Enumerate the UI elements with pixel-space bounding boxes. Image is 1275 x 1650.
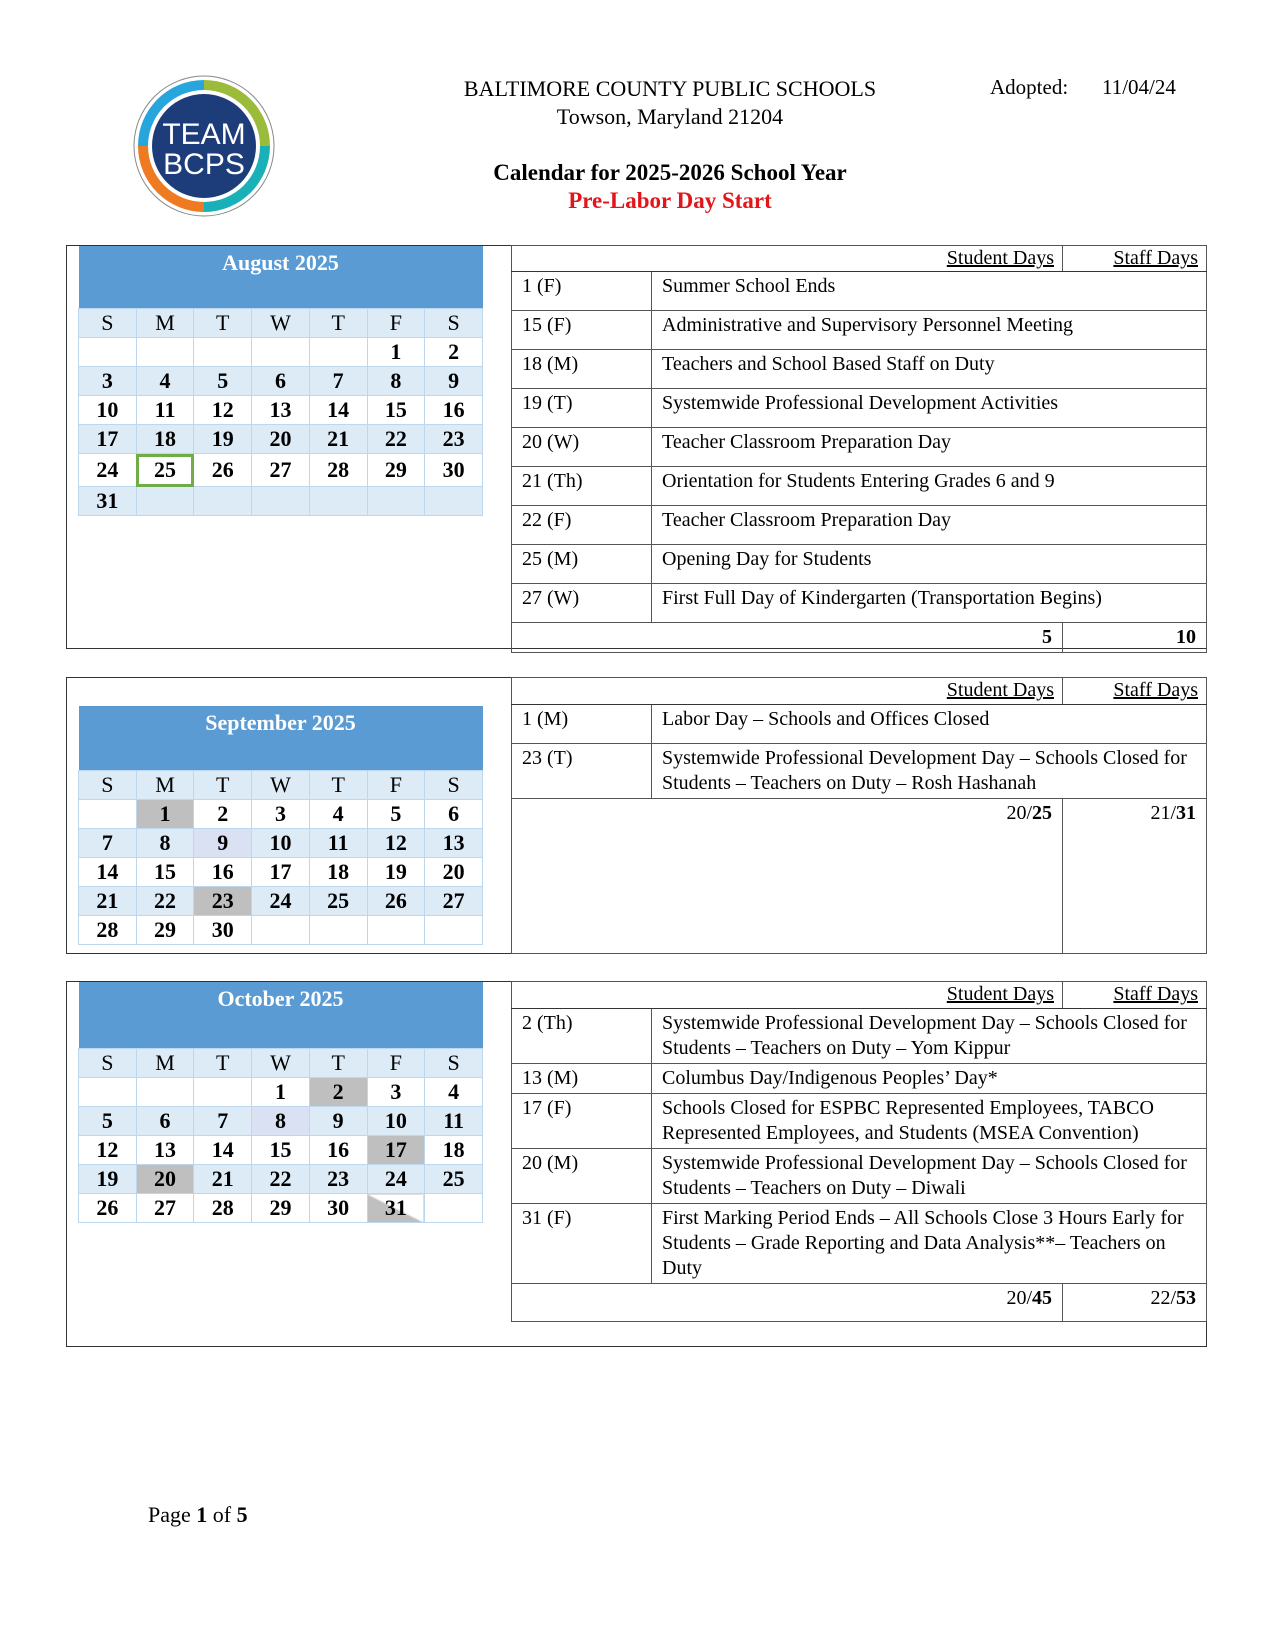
day-header: T — [309, 309, 367, 338]
event-date: 2 (Th) — [512, 1009, 652, 1064]
calendar-day — [136, 487, 194, 516]
event-date: 21 (Th) — [512, 467, 652, 506]
calendar-day: 19 — [367, 858, 425, 887]
organization-name: BALTIMORE COUNTY PUBLIC SCHOOLS — [463, 76, 877, 101]
event-text: Teacher Classroom Preparation Day — [652, 428, 1207, 467]
month-section-october — [66, 981, 1207, 1347]
event-date: 19 (T) — [512, 389, 652, 428]
month-section-september — [66, 677, 1207, 954]
month-section-august — [66, 245, 1207, 649]
calendar-day: 26 — [367, 887, 425, 916]
calendar-day: 9 — [309, 1107, 367, 1136]
event-date: 13 (M) — [512, 1064, 652, 1094]
calendar-day — [79, 800, 137, 829]
calendar-day — [367, 916, 425, 945]
event-text: Systemwide Professional Development Activities — [652, 389, 1207, 428]
calendar-day: 18 — [309, 858, 367, 887]
day-header: S — [79, 1049, 137, 1078]
mini-calendar-september — [78, 706, 483, 945]
event-date: 20 (W) — [512, 428, 652, 467]
calendar-day: 23 — [309, 1165, 367, 1194]
team-bcps-logo — [133, 74, 275, 218]
calendar-day: 19 — [79, 1165, 137, 1194]
calendar-day: 30 — [425, 454, 483, 487]
calendar-day: 6 — [136, 1107, 194, 1136]
event-text: Teacher Classroom Preparation Day — [652, 506, 1207, 545]
calendar-day: 16 — [309, 1136, 367, 1165]
day-header: F — [367, 1049, 425, 1078]
calendar-day: 30 — [309, 1194, 367, 1223]
staff-days-total: 21/31 — [1063, 799, 1207, 954]
event-text: Administrative and Supervisory Personnel Meeting — [652, 311, 1207, 350]
calendar-day: 29 — [367, 454, 425, 487]
calendar-day: 29 — [252, 1194, 310, 1223]
calendar-day: 11 — [425, 1107, 483, 1136]
calendar-day: 4 — [309, 800, 367, 829]
calendar-day: 26 — [79, 1194, 137, 1223]
organization-address: Towson, Maryland 21204 — [556, 104, 784, 129]
calendar-day: 2 — [194, 800, 252, 829]
calendar-day: 25 — [309, 887, 367, 916]
calendar-day: 21 — [79, 887, 137, 916]
calendar-day: 28 — [79, 916, 137, 945]
event-date: 15 (F) — [512, 311, 652, 350]
day-header: T — [309, 771, 367, 800]
calendar-day-closed: 2 — [309, 1078, 367, 1107]
event-text: Systemwide Professional Development Day – Schools Closed for Students – Teachers on Duty – Diwali — [652, 1149, 1207, 1204]
calendar-day: 10 — [367, 1107, 425, 1136]
calendar-day — [79, 338, 137, 367]
event-text: Orientation for Students Entering Grades 6 and 9 — [652, 467, 1207, 506]
calendar-day: 2 — [425, 338, 483, 367]
event-text: Columbus Day/Indigenous Peoples’ Day* — [652, 1064, 1207, 1094]
calendar-day — [252, 338, 310, 367]
day-header: T — [194, 771, 252, 800]
calendar-day — [309, 487, 367, 516]
event-date: 23 (T) — [512, 744, 652, 799]
day-header: W — [252, 1049, 310, 1078]
mini-calendar-august — [78, 246, 483, 516]
calendar-day: 10 — [79, 396, 137, 425]
month-title: August 2025 — [79, 246, 483, 309]
calendar-day-closed: 20 — [136, 1165, 194, 1194]
calendar-day — [309, 916, 367, 945]
calendar-day: 11 — [136, 396, 194, 425]
calendar-day: 3 — [79, 367, 137, 396]
calendar-day: 7 — [194, 1107, 252, 1136]
calendar-day: 23 — [425, 425, 483, 454]
calendar-day — [136, 1078, 194, 1107]
calendar-day: 15 — [367, 396, 425, 425]
student-days-header: Student Days — [512, 246, 1063, 272]
calendar-day: 6 — [252, 367, 310, 396]
event-text: First Marking Period Ends – All Schools Close 3 Hours Early for Students – Grade Reporting and Data Analysis**– Teachers on Duty — [652, 1204, 1207, 1284]
svg-text:TEAM: TEAM — [162, 118, 246, 151]
calendar-day — [136, 338, 194, 367]
student-days-header: Student Days — [512, 982, 1063, 1009]
calendar-day: 13 — [425, 829, 483, 858]
calendar-day: 13 — [136, 1136, 194, 1165]
adopted-label: Adopted: — [990, 75, 1069, 99]
day-header: W — [252, 771, 310, 800]
calendar-day-closed: 1 — [136, 800, 194, 829]
day-header: M — [136, 1049, 194, 1078]
calendar-day-early-close: 31 — [367, 1194, 425, 1223]
day-header: S — [425, 309, 483, 338]
calendar-day: 8 — [367, 367, 425, 396]
day-header: S — [79, 771, 137, 800]
calendar-day: 22 — [252, 1165, 310, 1194]
staff-days-header: Staff Days — [1063, 982, 1207, 1009]
event-text: Opening Day for Students — [652, 545, 1207, 584]
event-date: 31 (F) — [512, 1204, 652, 1284]
calendar-day: 21 — [194, 1165, 252, 1194]
calendar-day — [367, 487, 425, 516]
calendar-day: 3 — [252, 800, 310, 829]
event-text: Labor Day – Schools and Offices Closed — [652, 705, 1207, 744]
calendar-day: 19 — [194, 425, 252, 454]
calendar-day-closed: 23 — [194, 887, 252, 916]
calendar-day: 22 — [367, 425, 425, 454]
calendar-day: 14 — [309, 396, 367, 425]
calendar-day: 12 — [367, 829, 425, 858]
calendar-day — [194, 338, 252, 367]
calendar-day — [194, 1078, 252, 1107]
calendar-day: 15 — [136, 858, 194, 887]
calendar-day: 22 — [136, 887, 194, 916]
day-header: M — [136, 771, 194, 800]
calendar-day: 14 — [79, 858, 137, 887]
day-header: M — [136, 309, 194, 338]
event-text: Systemwide Professional Development Day – Schools Closed for Students – Teachers on Duty – Yom Kippur — [652, 1009, 1207, 1064]
calendar-day: 11 — [309, 829, 367, 858]
calendar-day: 31 — [79, 487, 137, 516]
calendar-day: 8 — [136, 829, 194, 858]
calendar-day: 18 — [425, 1136, 483, 1165]
calendar-day: 28 — [194, 1194, 252, 1223]
event-date: 25 (M) — [512, 545, 652, 584]
event-date: 18 (M) — [512, 350, 652, 389]
month-title: October 2025 — [79, 982, 483, 1049]
staff-days-header: Staff Days — [1063, 246, 1207, 272]
calendar-day: 12 — [79, 1136, 137, 1165]
student-days-total: 5 — [512, 623, 1063, 653]
event-text: Schools Closed for ESPBC Represented Employees, TABCO Represented Employees, and Students (MSEA Convention) — [652, 1094, 1207, 1149]
event-text: Systemwide Professional Development Day – Schools Closed for Students – Teachers on Duty – Rosh Hashanah — [652, 744, 1207, 799]
calendar-title: Calendar for 2025-2026 School Year — [493, 160, 847, 185]
events-table-august — [511, 245, 1207, 653]
page-indicator: Page 1 of 5 — [148, 1502, 248, 1527]
month-title: September 2025 — [79, 706, 483, 771]
calendar-day: 20 — [252, 425, 310, 454]
calendar-day — [252, 487, 310, 516]
events-table-september — [511, 677, 1207, 954]
calendar-day — [425, 487, 483, 516]
event-date: 22 (F) — [512, 506, 652, 545]
student-days-total: 20/45 — [512, 1284, 1063, 1322]
calendar-day: 14 — [194, 1136, 252, 1165]
staff-days-total: 10 — [1063, 623, 1207, 653]
day-header: W — [252, 309, 310, 338]
calendar-day: 24 — [367, 1165, 425, 1194]
calendar-day: 27 — [136, 1194, 194, 1223]
calendar-subtitle: Pre-Labor Day Start — [568, 188, 772, 213]
calendar-day — [425, 916, 483, 945]
event-date: 27 (W) — [512, 584, 652, 623]
calendar-day: 1 — [367, 338, 425, 367]
calendar-day: 7 — [79, 829, 137, 858]
calendar-day: 24 — [79, 454, 137, 487]
event-date: 17 (F) — [512, 1094, 652, 1149]
calendar-day — [309, 338, 367, 367]
calendar-day — [252, 916, 310, 945]
calendar-day: 8 — [252, 1107, 310, 1136]
calendar-day-opening-day: 25 — [136, 454, 194, 487]
calendar-day: 27 — [425, 887, 483, 916]
day-header: T — [194, 309, 252, 338]
calendar-day: 5 — [367, 800, 425, 829]
events-table-october — [511, 981, 1207, 1322]
adopted-date — [990, 75, 1176, 100]
calendar-day: 13 — [252, 396, 310, 425]
svg-text:BCPS: BCPS — [163, 148, 245, 181]
adopted-value: 11/04/24 — [1102, 75, 1176, 99]
calendar-day: 28 — [309, 454, 367, 487]
calendar-day: 29 — [136, 916, 194, 945]
calendar-day: 16 — [194, 858, 252, 887]
calendar-day: 27 — [252, 454, 310, 487]
event-date: 1 (F) — [512, 272, 652, 311]
event-text: Teachers and School Based Staff on Duty — [652, 350, 1207, 389]
calendar-day: 20 — [425, 858, 483, 887]
day-header: F — [367, 771, 425, 800]
calendar-day — [194, 487, 252, 516]
day-header: S — [425, 771, 483, 800]
student-days-total: 20/25 — [512, 799, 1063, 954]
student-days-header: Student Days — [512, 678, 1063, 705]
event-date: 1 (M) — [512, 705, 652, 744]
calendar-day — [79, 1078, 137, 1107]
calendar-day: 24 — [252, 887, 310, 916]
calendar-day: 12 — [194, 396, 252, 425]
calendar-day: 10 — [252, 829, 310, 858]
calendar-day: 16 — [425, 396, 483, 425]
day-header: F — [367, 309, 425, 338]
calendar-day: 6 — [425, 800, 483, 829]
event-text: Summer School Ends — [652, 272, 1207, 311]
calendar-day: 21 — [309, 425, 367, 454]
day-header: S — [425, 1049, 483, 1078]
calendar-day: 9 — [194, 829, 252, 858]
day-header: T — [194, 1049, 252, 1078]
event-date: 20 (M) — [512, 1149, 652, 1204]
calendar-day: 30 — [194, 916, 252, 945]
event-text: First Full Day of Kindergarten (Transportation Begins) — [652, 584, 1207, 623]
calendar-day: 4 — [136, 367, 194, 396]
staff-days-header: Staff Days — [1063, 678, 1207, 705]
calendar-day: 4 — [425, 1078, 483, 1107]
calendar-day: 3 — [367, 1078, 425, 1107]
calendar-day-closed: 17 — [367, 1136, 425, 1165]
calendar-day: 9 — [425, 367, 483, 396]
calendar-day: 18 — [136, 425, 194, 454]
day-header: S — [79, 309, 137, 338]
calendar-day: 25 — [425, 1165, 483, 1194]
calendar-day: 5 — [79, 1107, 137, 1136]
calendar-day: 5 — [194, 367, 252, 396]
mini-calendar-october — [78, 982, 483, 1223]
calendar-day — [425, 1194, 483, 1223]
calendar-day: 1 — [252, 1078, 310, 1107]
calendar-day: 17 — [79, 425, 137, 454]
calendar-day: 15 — [252, 1136, 310, 1165]
calendar-day: 17 — [252, 858, 310, 887]
day-header: T — [309, 1049, 367, 1078]
calendar-day: 7 — [309, 367, 367, 396]
staff-days-total: 22/53 — [1063, 1284, 1207, 1322]
calendar-day: 26 — [194, 454, 252, 487]
